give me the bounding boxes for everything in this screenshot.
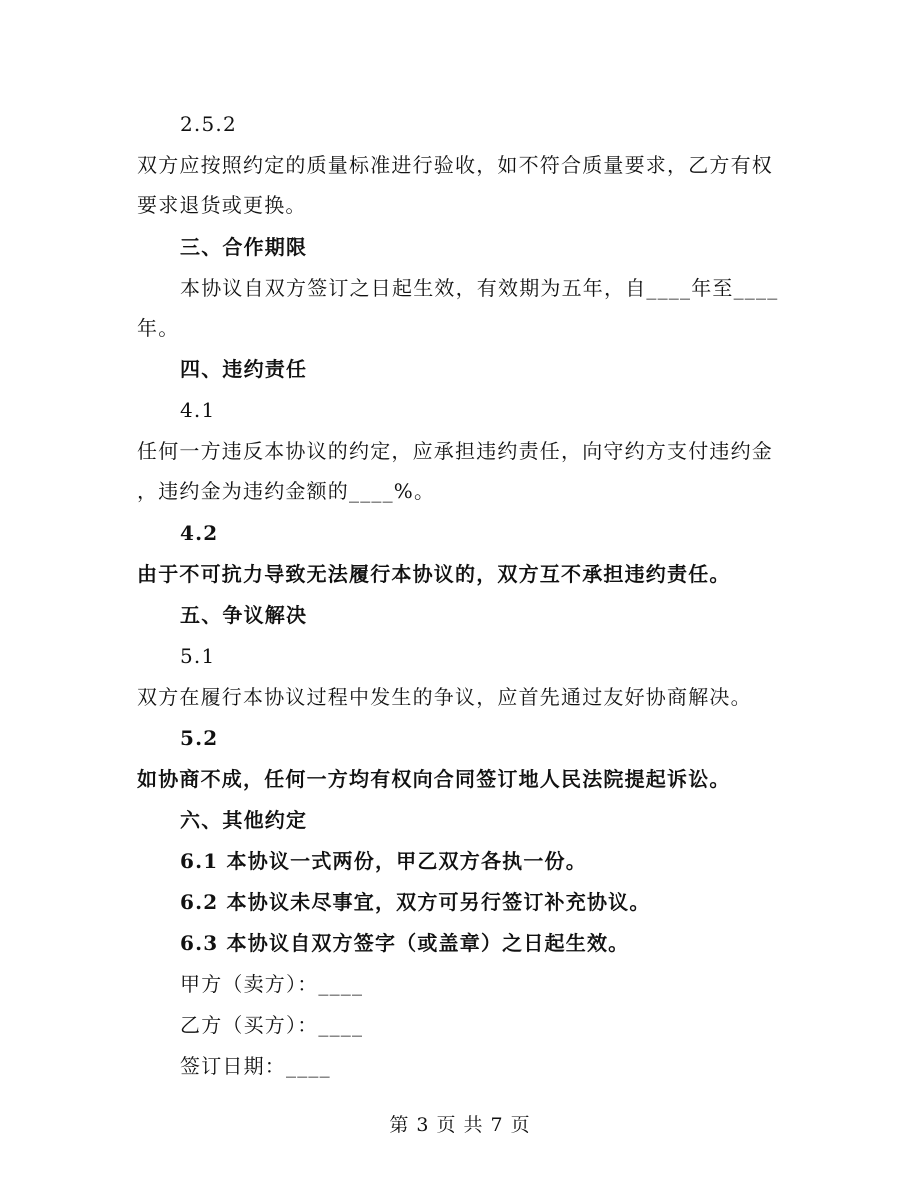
clause-6-3: 6.3 本协议自双方签字（或盖章）之日起生效。	[180, 931, 630, 955]
party-b-signature-line: 乙方（买方）：____	[180, 1013, 364, 1037]
clause-number-5-2: 5.2	[180, 726, 219, 750]
clause-text-5-2: 如协商不成，任何一方均有权向合同签订地人民法院提起诉讼。	[137, 767, 731, 791]
page-footer: 第 3 页 共 7 页	[389, 1114, 531, 1136]
section-3-text-line-2: 年。	[137, 316, 180, 340]
section-heading-4: 四、违约责任	[180, 357, 308, 381]
clause-text-4-1-line-2: ，违约金为违约金额的____%。	[137, 479, 436, 503]
clause-6-2: 6.2 本协议未尽事宜，双方可另行签订补充协议。	[180, 890, 651, 914]
clause-number-4-2: 4.2	[180, 521, 219, 545]
clause-text-2-5-2-line-2: 要求退货或更换。	[137, 193, 307, 217]
section-heading-5: 五、争议解决	[180, 603, 308, 627]
clause-text-4-1-line-1: 任何一方违反本协议的约定，应承担违约责任，向守约方支付违约金	[137, 439, 773, 463]
clause-text-5-1: 双方在履行本协议过程中发生的争议，应首先通过友好协商解决。	[137, 685, 752, 709]
clause-number-4-1: 4.1	[180, 398, 216, 422]
clause-text-2-5-2-line-1: 双方应按照约定的质量标准进行验收，如不符合质量要求，乙方有权	[137, 153, 773, 177]
clause-text-4-2: 由于不可抗力导致无法履行本协议的，双方互不承担违约责任。	[137, 562, 731, 586]
section-heading-3: 三、合作期限	[180, 235, 308, 259]
section-heading-6: 六、其他约定	[180, 808, 308, 832]
clause-number-5-1: 5.1	[180, 644, 216, 668]
party-a-signature-line: 甲方（卖方）：____	[180, 972, 364, 996]
clause-6-1: 6.1 本协议一式两份，甲乙双方各执一份。	[180, 849, 587, 873]
section-3-text-line-1: 本协议自双方签订之日起生效，有效期为五年，自____年至____	[180, 276, 779, 300]
clause-number-2-5-2: 2.5.2	[180, 112, 237, 136]
signing-date-line: 签订日期：____	[180, 1054, 331, 1078]
